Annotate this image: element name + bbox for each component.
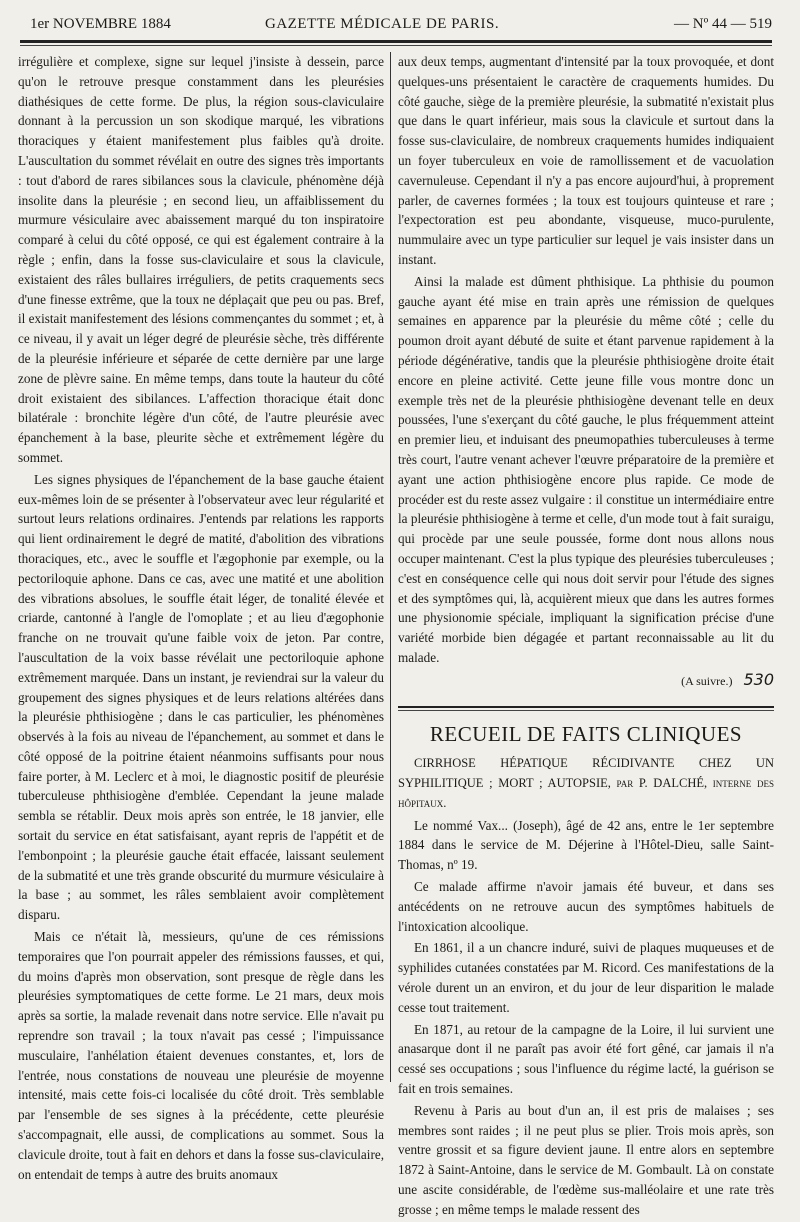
journal-title: GAZETTE MÉDICALE DE PARIS. [265, 16, 500, 32]
section-title: RECUEIL DE FAITS CLINIQUES [429, 721, 743, 746]
handwritten-annotation: 530 [743, 669, 774, 689]
paragraph: Mais ce n'était là, messieurs, qu'une de ces rémissions temporaires que l'on pourrait appeler des rémissions fausses, et qui, du moins d'après mon observation, sont presque de règle dans les pleurésies symptomatiques de cette forme. Le 21 mars, deux mois après sa sortie, la malade revenait dans notre service. Elle n'avait pu reprendre son travail ; la toux n'avait pas cessé ; l'impuissance musculaire, l'anhélation étaient devenues constantes, et, lors de l'entrée, nous constations de nouveau une pleurésie de moyenne intensité, mais cette fois-ci localisée du côté droit. Très semblable par l'ensemble de ses signes à la précédente, cette pleurésie s'accompagnait, elle aussi, de complications au sommet. Sous la clavicule droite, tout à fait en dehors et dans la fosse sus-claviculaire, on entendait de temps à autre des bruits anomaux [18, 929, 384, 1182]
column-divider [390, 52, 391, 1082]
right-column [398, 52, 774, 1222]
article-subtitle: CIRRHOSE HÉPATIQUE RÉCIDIVANTE CHEZ UN SYPHILITIQUE ; MORT ; AUTOPSIE, par P. DALCHÉ, interne des hôpitaux. [398, 756, 774, 810]
section-rule-thin [398, 710, 774, 711]
paragraph: Le nommé Vax... (Joseph), âgé de 42 ans, entre le 1er septembre 1884 dans le service de M. Déjerine à l'Hôtel-Dieu, salle Saint-Thomas, nº 19. [398, 817, 774, 873]
left-column [18, 52, 384, 1186]
paragraph: En 1861, il a un chancre induré, suivi de plaques muqueuses et de syphilides cutanées constatées par M. Ricord. Ces manifestations de la vérole durent un an environ, et du jour de leur disparition le malade cesse tout traitement. [398, 940, 774, 1015]
to-be-continued [398, 670, 774, 692]
paragraph: Ce malade affirme n'avoir jamais été buveur, et dans ses antécédents on ne retrouve aucun des symptômes habituels de l'intoxication alcoolique. [398, 879, 774, 934]
header-rule [20, 40, 772, 43]
paragraph: Revenu à Paris au bout d'un an, il est pris de malaises ; ses membres sont raides ; il ne peut plus se plier. Trois mois après, son ventre grossit et sa figure devient jaune. Il entre alors en septembre 1872 à Saint-Antoine, dans le service de M. Gombault. Là on constate une ascite considérable, de l'œdème sus-malléolaire et une rate très grosse ; en même temps le malade ressent des [398, 1102, 774, 1217]
paragraph: Ainsi la malade est dûment phthisique. La phthisie du poumon gauche ayant été mise en train après une rémission de quelques semaines en apparence par la pleurésie du même côté ; celle du poumon droit ayant débuté de suite et étant parvenue rapidement à la période dégénérative, tandis que la pleurésie phthisiogène droite était encore en pleine activité. Cette jeune fille vous montre donc un exemple très net de la pleurésie phthisiogène devenant telle en deux poussées, l'une s'exerçant du côté gauche, le plus fréquemment atteint en premier lieu, et induisant des pneumopathies tuberculeuses à terme très court, l'autre venant achever l'œuvre préparatoire de la première et ayant une action phthisiogène encore plus rapide. Ce mode de procéder est du reste assez vulgaire : il constitue un intermédiaire entre la pleurésie phthisiogène à terme et celle, d'un mode tout à fait suraigu, qui procède par une seule poussée, forme dont nous allons nous occuper maintenant. C'est la plus typique des pleurésies tuberculeuses ; c'est en conséquence celle qui nous doit servir pour l'étude des signes et des symptômes qui, là, acquièrent mieux que dans les autres formes une physionomie spéciale, impliquant la signification précise d'une variété morbide bien dégagée et partant reconnaissable au lit du malade. [398, 273, 774, 665]
section-rule [398, 706, 774, 708]
page-header [20, 14, 772, 36]
header-rule-thin [20, 45, 772, 46]
page-number: — Nº 44 — 519 [674, 16, 772, 32]
paragraph: irrégulière et complexe, signe sur lequel j'insiste à dessein, parce qu'on le retrouve presque constamment dans les pleurésies diathésiques de cette forme. De plus, la région sous-claviculaire donnant à la percussion un son skodique marqué, les vibrations thoraciques y étaient manifestement plus faibles qu'à droite. L'auscultation du sommet révélait en outre des signes très importants : tout d'abord de rares sibilances sous la clavicule, phénomène déjà insolite dans la pleurésie ; en second lieu, un affaiblissement du murmure vésiculaire avec abaissement marqué du ton inspiratoire comparé à celui du côté opposé, ce qui est également contraire à la règle ; enfin, dans la fosse sus-claviculaire et sous la clavicule, existaient des râles bullaires irréguliers, de petits craquements secs d'une finesse extrême, que la toux ne déplaçait que peu ou pas. Bref, il existait manifestement des lésions commençantes du sommet ; et, à ce niveau, il y avait un léger degré de pleurésie sèche, très différente de la pleurésie inférieure et séparée de cette dernière par une large zone de plèvre saine. En même temps, dans toute la hauteur du côté droit existaient des sibilances. L'affection thoracique était donc bilatérale : bronchite légère d'un côté, de l'autre pleurésie avec épanchement à la base, pleurite sèche et extrêmement légère du sommet. [18, 54, 384, 465]
suivre-label: (A suivre.) [681, 673, 733, 688]
paragraph: aux deux temps, augmentant d'intensité par la toux provoquée, et dont quelques-uns présentaient le caractère de craquements humides. Du côté gauche, siège de la première pleurésie, la submatité n'existait plus que dans le quart inférieur, mais sous la clavicule et surtout dans la fosse sus-claviculaire, de nombreux craquements humides indiquaient un foyer tuberculeux en voie de ramollissement et de vacuolation cavernuleuse. Cependant il n'y a pas encore aujourd'hui, à proprement parler, de cavernes formées ; la toux est toujours quinteuse et rare ; l'expectoration est peu abondante, visqueuse, muco-purulente, nummulaire avec un type particulier sur lequel je vais insister dans un instant. [398, 54, 774, 267]
paragraph: Les signes physiques de l'épanchement de la base gauche étaient eux-mêmes loin de se présenter à l'observateur avec leur régularité et surtout leurs relations ordinaires. J'entends par relations les rapports qui lient ordinairement le degré de matité, d'abolition des vibrations thoraciques, etc., avec le souffle et l'ægophonie par exemple, ou la pectoriloquie aphone. Dans ce cas, avec une matité et une abolition des vibrations absolues, le souffle était léger, de tonalité élevée et criarde, cantonné à l'angle de l'omoplate ; et au lieu d'ægophonie franche on ne trouvait qu'une faible voix de jeton. Par contre, l'auscultation de la voix basse révélait une pectoriloquie aphone extrêmement marquée. Dans un instant, je reviendrai sur la valeur du groupement des signes physiques et de leurs relations altérées dans la pleurésie phthisiogène ; dans le cas particulier, les phénomènes observés à la fois au niveau de l'épanchement, au sommet et dans le côté opposé de la poitrine étaient néanmoins suffisants pour nous faire porter, à M. Leclerc et à moi, le diagnostic positif de pleurésie tuberculeuse phthisiogène d'emblée. Cependant la jeune malade sembla se rétablir. Deux mois après son entrée, le 18 janvier, elle sortait du service en état satisfaisant, ayant repris de l'appétit et de l'embonpoint ; la pleurésie gauche était effacée, laissant seulement de la submatité et une très grande obscurité du murmure vésiculaire à la base ; au sommet, les râles semblaient avoir complètement disparu. [18, 471, 384, 923]
issue-date: 1er NOVEMBRE 1884 [30, 16, 171, 32]
paragraph: En 1871, au retour de la campagne de la Loire, il lui survient une anasarque dont il ne paraît pas avoir été fort gêné, car jamais il n'a cessé ses occupations ; sous l'influence du régime lacté, la guérison se fait en trois semaines. [398, 1021, 774, 1097]
